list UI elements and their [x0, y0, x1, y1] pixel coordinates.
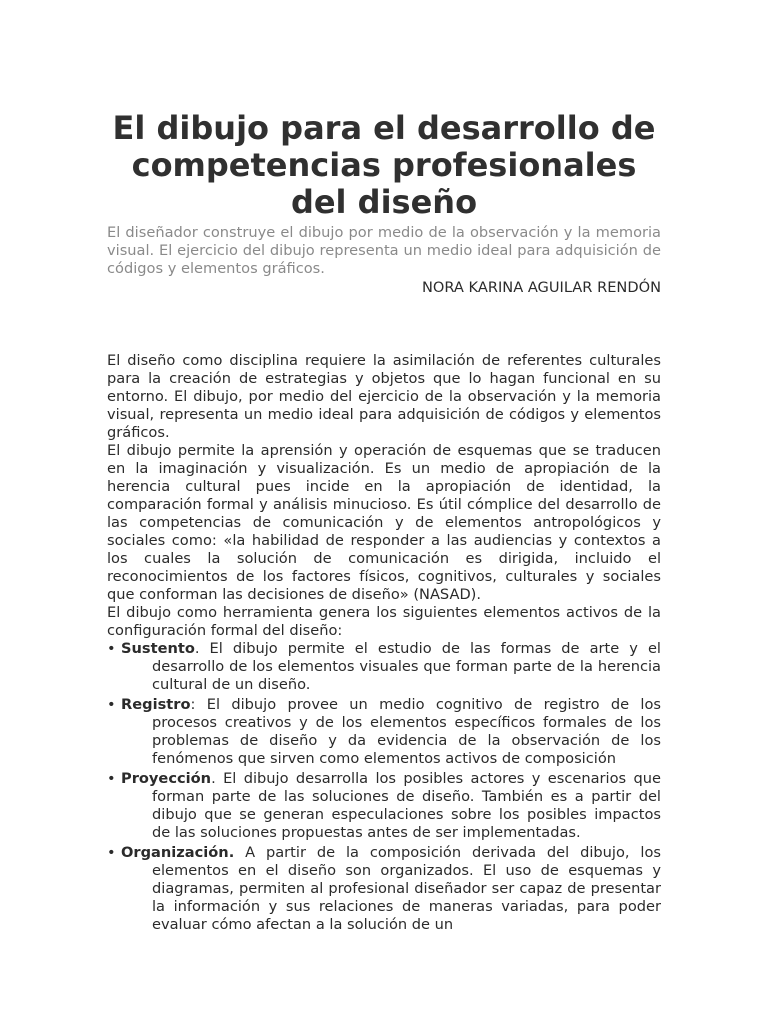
document-body — [107, 352, 661, 934]
body-paragraph: El diseño como disciplina requiere la asimilación de referentes culturales para la creación de estrategias y objetos que lo hagan funcional en su entorno. El dibujo, por medio del ejercicio de la observación y la memoria visual, representa un medio ideal para adquisición de códigos y elementos gráficos. — [107, 352, 661, 441]
bullet-text: . El dibujo desarrolla los posibles actores y escenarios que forman parte de las soluciones de diseño. También es a partir del dibujo que se generan especulaciones sobre los posibles impactos de las soluciones propuestas antes de ser implementadas. — [152, 770, 661, 841]
bullet-term: Sustento — [121, 640, 195, 657]
bullet-text: A partir de la composición derivada del dibujo, los elementos en el diseño son organizados. El uso de esquemas y diagramas, permiten al profesional diseñador ser capaz de presentar la información y sus relaciones de maneras variadas, para poder evaluar cómo afectan a la solución de un — [152, 844, 661, 933]
bullet-icon: • — [107, 770, 116, 787]
bullet-item-registro — [107, 696, 661, 768]
bullet-term: Organización. — [121, 844, 235, 861]
bullet-item-organizacion — [107, 844, 661, 934]
body-paragraph: El dibujo permite la aprensión y operación de esquemas que se traducen en la imaginación y visualización. Es un medio de apropiación de la herencia cultural pues incide en la apropiación de identidad, la comparación formal y análisis minucioso. Es útil cómplice del desarrollo de las competencias de comunicación y de elementos antropológicos y sociales como: «la habilidad de responder a las audiencias y contextos a los cuales la solución de comunicación es dirigida, incluido el reconocimientos de los factores físicos, cognitivos, culturales y sociales que conforman las decisiones de diseño» (NASAD). — [107, 442, 661, 603]
document-title: El dibujo para el desarrollo de competencias profesionales del diseño — [112, 109, 656, 221]
bullet-text: : El dibujo provee un medio cognitivo de registro de los procesos creativos y de los elementos específicos formales de los problemas de diseño y da evidencia de la observación de los fenómenos que sirven como elementos activos de composición — [152, 696, 661, 767]
bullet-term: Registro — [121, 696, 191, 713]
bullet-term: Proyección — [121, 770, 212, 787]
body-paragraph: El dibujo como herramienta genera los siguientes elementos activos de la configuración formal del diseño: — [107, 604, 661, 639]
bullet-icon: • — [107, 696, 116, 713]
bullet-item-proyeccion — [107, 770, 661, 842]
bullet-item-sustento — [107, 640, 661, 694]
document-subtitle: El diseñador construye el dibujo por medio de la observación y la memoria visual. El ejercicio del dibujo representa un medio ideal para adquisición de códigos y elementos gráficos. — [107, 224, 661, 277]
bullet-list — [107, 640, 661, 934]
bullet-icon: • — [107, 844, 116, 861]
bullet-icon: • — [107, 640, 116, 657]
document-author: NORA KARINA AGUILAR RENDÓN — [421, 279, 661, 296]
bullet-text: . El dibujo permite el estudio de las formas de arte y el desarrollo de los elementos visuales que forman parte de la herencia cultural de un diseño. — [152, 640, 661, 693]
